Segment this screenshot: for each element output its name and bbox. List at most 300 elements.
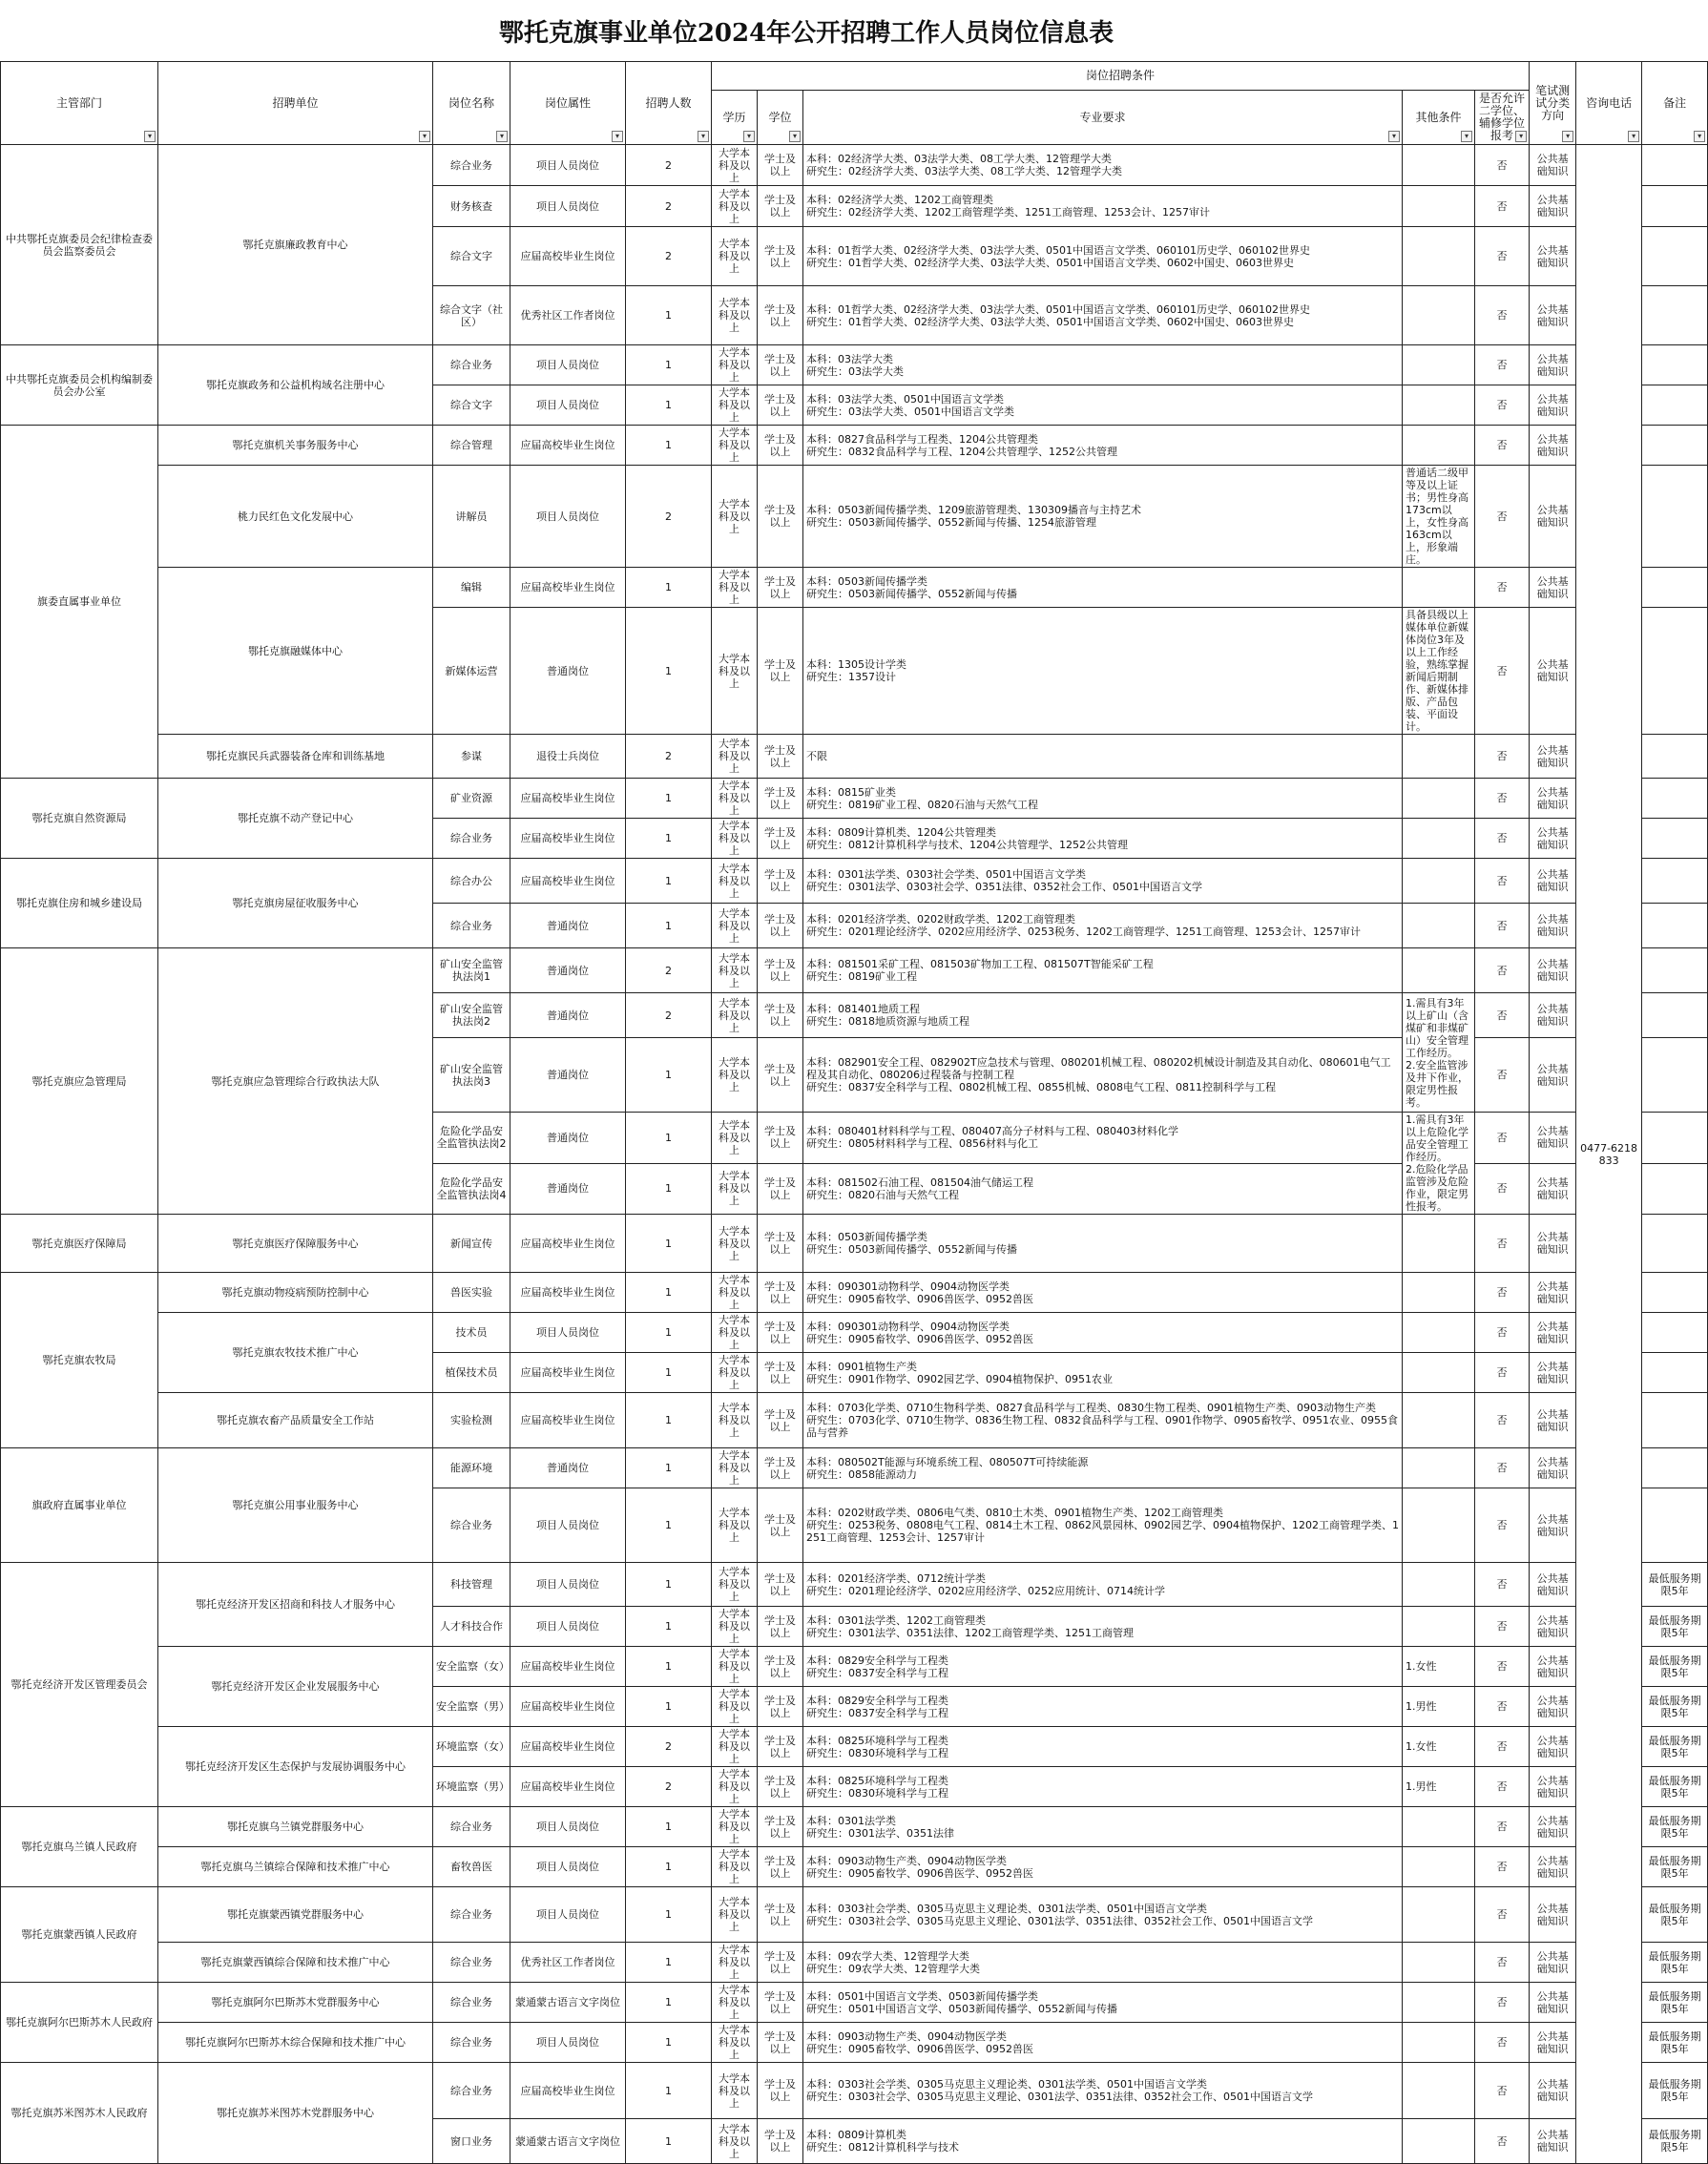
- num-cell: 1: [626, 1847, 712, 1887]
- remark-cell: 最低服务期限5年: [1642, 1943, 1708, 1983]
- exam-cell: 公共基础知识: [1530, 385, 1576, 426]
- deg-cell: 学士及以上: [758, 1393, 803, 1448]
- edu-cell: 大学本科及以上: [712, 1113, 758, 1164]
- edu-cell: 大学本科及以上: [712, 1215, 758, 1273]
- table-row: [1, 1273, 1708, 1313]
- num-cell: 1: [626, 904, 712, 948]
- other-cell: [1403, 286, 1475, 345]
- major-line: 本科：0815矿业类: [806, 785, 896, 799]
- attr-cell: 普通岗位: [510, 1448, 626, 1488]
- deg-cell: 学士及以上: [758, 1273, 803, 1313]
- remark-cell: [1642, 466, 1708, 568]
- exam-cell: 公共基础知识: [1530, 145, 1576, 186]
- post-cell: 能源环境: [433, 1448, 510, 1488]
- major-cell: [803, 227, 1403, 286]
- num-cell: 1: [626, 568, 712, 608]
- deg-cell: 学士及以上: [758, 1647, 803, 1687]
- edu-cell: 大学本科及以上: [712, 1767, 758, 1807]
- major-line: 研究生：02经济学大类、03法学大类、08工学大类、12管理学大类: [806, 165, 1122, 177]
- deg-cell: 学士及以上: [758, 948, 803, 993]
- deg-cell: 学士及以上: [758, 993, 803, 1038]
- attr-cell: 项目人员岗位: [510, 1887, 626, 1943]
- other-cell: [1403, 1943, 1475, 1983]
- attr-cell: 应届高校毕业生岗位: [510, 1687, 626, 1727]
- allow-cell: 否: [1475, 2063, 1530, 2119]
- unit-cell: 鄂托克经济开发区生态保护与发展协调服务中心: [158, 1727, 433, 1807]
- remark-cell: [1642, 948, 1708, 993]
- other-cell: [1403, 1847, 1475, 1887]
- attr-cell: 应届高校毕业生岗位: [510, 426, 626, 466]
- attr-cell: 普通岗位: [510, 993, 626, 1038]
- remark-cell: [1642, 186, 1708, 227]
- major-line: 本科：09农学大类、12管理学大类: [806, 1949, 969, 1963]
- major-cell: [803, 1807, 1403, 1847]
- major-line: 本科：01哲学大类、02经济学大类、03法学大类、0501中国语言文学类、060101历史学、060102世界史: [806, 302, 1310, 316]
- attr-cell: 优秀社区工作者岗位: [510, 286, 626, 345]
- allow-cell: 否: [1475, 286, 1530, 345]
- table-body: [1, 145, 1708, 2164]
- attr-cell: 普通岗位: [510, 1163, 626, 1215]
- filter-dropdown-icon[interactable]: ▾: [743, 131, 755, 142]
- edu-cell: 大学本科及以上: [712, 145, 758, 186]
- edu-cell: 大学本科及以上: [712, 286, 758, 345]
- unit-cell: 鄂托克旗乌兰镇综合保障和技术推广中心: [158, 1847, 433, 1887]
- dept-cell: 鄂托克旗应急管理局: [1, 948, 158, 1215]
- post-cell: 综合业务: [433, 2023, 510, 2063]
- edu-cell: 大学本科及以上: [712, 1727, 758, 1767]
- allow-cell: 否: [1475, 1767, 1530, 1807]
- num-cell: 1: [626, 1313, 712, 1353]
- other-cell: [1403, 1983, 1475, 2023]
- remark-cell: [1642, 1488, 1708, 1563]
- attr-cell: 项目人员岗位: [510, 186, 626, 227]
- remark-cell: [1642, 735, 1708, 779]
- post-cell: 植保技术员: [433, 1353, 510, 1393]
- filter-dropdown-icon[interactable]: ▾: [1628, 131, 1639, 142]
- major-line: 本科：02经济学大类、1202工商管理类: [806, 194, 993, 206]
- major-line: 本科：0503新闻传播学类: [806, 1231, 927, 1243]
- other-cell: [1403, 608, 1475, 735]
- num-cell: 1: [626, 1163, 712, 1215]
- table-row: [1, 1807, 1708, 1847]
- deg-cell: 学士及以上: [758, 2023, 803, 2063]
- post-cell: 人才科技合作: [433, 1607, 510, 1647]
- major-cell: [803, 1353, 1403, 1393]
- major-line: 研究生：0837安全科学与工程: [806, 1706, 948, 1719]
- allow-cell: 否: [1475, 1448, 1530, 1488]
- deg-cell: 学士及以上: [758, 1313, 803, 1353]
- dept-cell: 鄂托克旗自然资源局: [1, 779, 158, 859]
- exam-cell: 公共基础知识: [1530, 1887, 1576, 1943]
- allow-cell: 否: [1475, 904, 1530, 948]
- num-cell: 1: [626, 1215, 712, 1273]
- major-line: 研究生：0812计算机科学与技术: [806, 2141, 959, 2154]
- major-line: 研究生：03法学大类、0501中国语言文学类: [806, 405, 1014, 418]
- num-cell: 2: [626, 1727, 712, 1767]
- allow-cell: 否: [1475, 145, 1530, 186]
- exam-cell: 公共基础知识: [1530, 1163, 1576, 1215]
- remark-cell: 最低服务期限5年: [1642, 1983, 1708, 2023]
- attr-cell: 普通岗位: [510, 904, 626, 948]
- num-cell: 1: [626, 1448, 712, 1488]
- exam-cell: 公共基础知识: [1530, 1807, 1576, 1847]
- major-line: 研究生：0503新闻传播学、0552新闻与传播: [806, 587, 1017, 600]
- edu-cell: 大学本科及以上: [712, 2063, 758, 2119]
- num-cell: 2: [626, 993, 712, 1038]
- edu-cell: 大学本科及以上: [712, 345, 758, 385]
- major-cell: [803, 735, 1403, 779]
- num-cell: 1: [626, 1943, 712, 1983]
- allow-cell: 否: [1475, 1563, 1530, 1607]
- deg-cell: 学士及以上: [758, 1807, 803, 1847]
- remark-cell: [1642, 145, 1708, 186]
- edu-cell: 大学本科及以上: [712, 1563, 758, 1607]
- edu-cell: 大学本科及以上: [712, 2023, 758, 2063]
- filter-dropdown-icon[interactable]: ▾: [612, 131, 623, 142]
- other-line: 1.男性: [1406, 1700, 1437, 1713]
- remark-cell: 最低服务期限5年: [1642, 2119, 1708, 2164]
- major-cell: [803, 1163, 1403, 1215]
- other-cell: [1403, 993, 1475, 1113]
- header-dept: 主管部门 ▾: [1, 62, 158, 145]
- post-cell: 新闻宣传: [433, 1215, 510, 1273]
- attr-cell: 项目人员岗位: [510, 466, 626, 568]
- post-cell: 综合业务: [433, 904, 510, 948]
- filter-dropdown-icon[interactable]: ▾: [1461, 131, 1472, 142]
- table-row: [1, 1943, 1708, 1983]
- deg-cell: 学士及以上: [758, 1767, 803, 1807]
- attr-cell: 应届高校毕业生岗位: [510, 1393, 626, 1448]
- remark-cell: 最低服务期限5年: [1642, 1687, 1708, 1727]
- table-row: [1, 1215, 1708, 1273]
- other-cell: [1403, 948, 1475, 993]
- header-conditions: 岗位招聘条件: [712, 62, 1530, 91]
- exam-cell: 公共基础知识: [1530, 1563, 1576, 1607]
- other-cell: [1403, 904, 1475, 948]
- filter-dropdown-icon[interactable]: ▾: [1562, 131, 1573, 142]
- other-line: 1.需具有3年以上矿山（含煤矿和非煤矿山）安全管理工作经历。: [1406, 996, 1468, 1059]
- remark-cell: [1642, 568, 1708, 608]
- post-cell: 综合文字（社区）: [433, 286, 510, 345]
- exam-cell: 公共基础知识: [1530, 466, 1576, 568]
- allow-cell: 否: [1475, 1038, 1530, 1113]
- deg-cell: 学士及以上: [758, 466, 803, 568]
- attr-cell: 蒙通蒙古语言文字岗位: [510, 2119, 626, 2164]
- table-row: [1, 1983, 1708, 2023]
- filter-dropdown-icon[interactable]: ▾: [1388, 131, 1400, 142]
- major-cell: [803, 426, 1403, 466]
- edu-cell: 大学本科及以上: [712, 608, 758, 735]
- filter-dropdown-icon[interactable]: ▾: [789, 131, 801, 142]
- other-cell: [1403, 345, 1475, 385]
- other-cell: [1403, 1727, 1475, 1767]
- num-cell: 1: [626, 1393, 712, 1448]
- deg-cell: 学士及以上: [758, 426, 803, 466]
- unit-cell: 鄂托克旗阿尔巴斯苏木党群服务中心: [158, 1983, 433, 2023]
- other-cell: [1403, 1647, 1475, 1687]
- post-cell: 综合业务: [433, 1807, 510, 1847]
- header-edu: 学历 ▾: [712, 91, 758, 145]
- post-cell: 危险化学品安全监管执法岗2: [433, 1113, 510, 1164]
- major-line: 本科：0503新闻传播学类、1209旅游管理类、130309播音与主持艺术: [806, 504, 1141, 516]
- exam-cell: 公共基础知识: [1530, 1607, 1576, 1647]
- allow-cell: 否: [1475, 227, 1530, 286]
- major-line: 研究生：0837安全科学与工程、0802机械工程、0855机械、0808电气工程、0811控制科学与工程: [806, 1081, 1276, 1093]
- remark-cell: [1642, 1113, 1708, 1164]
- major-line: 本科：0303社会学类、0305马克思主义理论类、0301法学类、0501中国语言文学类: [806, 1902, 1207, 1915]
- exam-cell: 公共基础知识: [1530, 1448, 1576, 1488]
- major-line: 本科：0303社会学类、0305马克思主义理论类、0301法学类、0501中国语言文学类: [806, 2078, 1207, 2091]
- post-cell: 综合管理: [433, 426, 510, 466]
- major-line: 本科：0202财政学类、0806电气类、0810土木类、0901植物生产类、1202工商管理类: [806, 1507, 1223, 1519]
- dept-cell: 旗政府直属事业单位: [1, 1448, 158, 1563]
- allow-cell: 否: [1475, 1807, 1530, 1847]
- post-cell: 综合业务: [433, 1887, 510, 1943]
- major-line: 研究生：0905畜牧学、0906兽医学、0952兽医: [806, 1866, 1033, 1880]
- attr-cell: 项目人员岗位: [510, 1488, 626, 1563]
- remark-cell: 最低服务期限5年: [1642, 1807, 1708, 1847]
- major-line: 本科：082901安全工程、082902T应急技术与管理、080201机械工程、080202机械设计制造及其自动化、080601电气工程及其自动化、080206过程装备与控制工程: [806, 1056, 1391, 1081]
- post-cell: 实验检测: [433, 1393, 510, 1448]
- major-line: 本科：0301法学类: [806, 1814, 896, 1827]
- major-line: 研究生：0503新闻传播学、0552新闻与传播: [806, 1243, 1017, 1256]
- filter-dropdown-icon[interactable]: ▾: [419, 131, 430, 142]
- header-other: 其他条件 ▾: [1403, 91, 1475, 145]
- remark-cell: [1642, 227, 1708, 286]
- other-line: 2.危险化学品监管涉及危险作业，限定男性报考。: [1406, 1163, 1468, 1213]
- filter-dropdown-icon[interactable]: ▾: [144, 131, 156, 142]
- remark-cell: 最低服务期限5年: [1642, 1767, 1708, 1807]
- other-cell: [1403, 1313, 1475, 1353]
- header-attr: 岗位属性 ▾: [510, 62, 626, 145]
- attr-cell: 蒙通蒙古语言文字岗位: [510, 1983, 626, 2023]
- deg-cell: 学士及以上: [758, 779, 803, 819]
- major-line: 本科：080502T能源与环境系统工程、080507T可持续能源: [806, 1455, 1089, 1468]
- deg-cell: 学士及以上: [758, 385, 803, 426]
- remark-cell: [1642, 1353, 1708, 1393]
- header-major: 专业要求 ▾: [803, 91, 1403, 145]
- major-line: 本科：0829安全科学与工程类: [806, 1654, 948, 1667]
- unit-cell: 鄂托克旗蒙西镇党群服务中心: [158, 1887, 433, 1943]
- edu-cell: 大学本科及以上: [712, 1038, 758, 1113]
- other-line: 具备县级以上媒体单位新媒体岗位3年及以上工作经验，熟练掌握新闻后期制作、新媒体排版、产品包装、平面设计。: [1406, 609, 1468, 733]
- table-row: [1, 1727, 1708, 1767]
- num-cell: 1: [626, 286, 712, 345]
- edu-cell: 大学本科及以上: [712, 1687, 758, 1727]
- allow-cell: 否: [1475, 1215, 1530, 1273]
- table-row: [1, 948, 1708, 993]
- unit-cell: 鄂托克旗公用事业服务中心: [158, 1448, 433, 1563]
- major-cell: [803, 2119, 1403, 2164]
- other-line: 1.女性: [1406, 1740, 1437, 1753]
- header-allow: 是否允许二学位、辅修学位报考 ▾: [1475, 91, 1530, 145]
- num-cell: 1: [626, 1563, 712, 1607]
- edu-cell: 大学本科及以上: [712, 1647, 758, 1687]
- remark-cell: 最低服务期限5年: [1642, 2023, 1708, 2063]
- post-cell: 科技管理: [433, 1563, 510, 1607]
- major-line: 本科：0827食品科学与工程类、1204公共管理类: [806, 432, 1038, 446]
- num-cell: 1: [626, 426, 712, 466]
- major-cell: [803, 904, 1403, 948]
- exam-cell: 公共基础知识: [1530, 2063, 1576, 2119]
- major-line: 研究生：0303社会学、0305马克思主义理论、0301法学、0351法律、0352社会工作、0501中国语言文学: [806, 2091, 1313, 2103]
- dept-cell: 鄂托克旗乌兰镇人民政府: [1, 1807, 158, 1887]
- exam-cell: 公共基础知识: [1530, 1647, 1576, 1687]
- major-cell: [803, 1448, 1403, 1488]
- major-line: 研究生：0501中国语言文学、0503新闻传播学、0552新闻与传播: [806, 2002, 1117, 2015]
- allow-cell: 否: [1475, 779, 1530, 819]
- remark-cell: [1642, 904, 1708, 948]
- dept-cell: 鄂托克旗住房和城乡建设局: [1, 859, 158, 948]
- table-row: [1, 779, 1708, 819]
- post-cell: 参谋: [433, 735, 510, 779]
- major-cell: [803, 2063, 1403, 2119]
- other-cell: [1403, 1113, 1475, 1215]
- major-line: 研究生：0832食品科学与工程、1204公共管理学、1252公共管理: [806, 445, 1117, 458]
- unit-cell: 鄂托克旗民兵武器装备仓库和训练基地: [158, 735, 433, 779]
- major-line: 本科：0829安全科学与工程类: [806, 1694, 948, 1707]
- allow-cell: 否: [1475, 1393, 1530, 1448]
- major-cell: [803, 779, 1403, 819]
- major-cell: [803, 608, 1403, 735]
- dept-cell: 鄂托克经济开发区管理委员会: [1, 1563, 158, 1807]
- attr-cell: 应届高校毕业生岗位: [510, 568, 626, 608]
- exam-cell: 公共基础知识: [1530, 1393, 1576, 1448]
- major-line: 本科：0903动物生产类、0904动物医学类: [806, 2029, 1007, 2043]
- post-cell: 综合业务: [433, 145, 510, 186]
- other-cell: [1403, 227, 1475, 286]
- num-cell: 2: [626, 186, 712, 227]
- edu-cell: 大学本科及以上: [712, 993, 758, 1038]
- remark-cell: [1642, 426, 1708, 466]
- deg-cell: 学士及以上: [758, 2063, 803, 2119]
- recruitment-table: [0, 61, 1708, 2164]
- table-row: [1, 1647, 1708, 1687]
- allow-cell: 否: [1475, 1887, 1530, 1943]
- exam-cell: 公共基础知识: [1530, 904, 1576, 948]
- exam-cell: 公共基础知识: [1530, 948, 1576, 993]
- deg-cell: 学士及以上: [758, 1607, 803, 1647]
- major-line: 本科：0809计算机类: [806, 2129, 906, 2141]
- exam-cell: 公共基础知识: [1530, 1113, 1576, 1164]
- attr-cell: 普通岗位: [510, 1113, 626, 1164]
- major-line: 研究生：0905畜牧学、0906兽医学、0952兽医: [806, 1332, 1033, 1345]
- edu-cell: 大学本科及以上: [712, 904, 758, 948]
- num-cell: 2: [626, 466, 712, 568]
- major-line: 研究生：0830环境科学与工程: [806, 1746, 948, 1759]
- major-line: 研究生：0837安全科学与工程: [806, 1666, 948, 1679]
- attr-cell: 应届高校毕业生岗位: [510, 2063, 626, 2119]
- major-line: 本科：02经济学大类、03法学大类、08工学大类、12管理学大类: [806, 153, 1112, 165]
- exam-cell: 公共基础知识: [1530, 568, 1576, 608]
- attr-cell: 普通岗位: [510, 948, 626, 993]
- post-cell: 环境监察（男）: [433, 1767, 510, 1807]
- major-line: 本科：081501采矿工程、081503矿物加工工程、081507T智能采矿工程: [806, 958, 1154, 970]
- table-row: [1, 1448, 1708, 1488]
- allow-cell: 否: [1475, 426, 1530, 466]
- table-row: [1, 568, 1708, 608]
- edu-cell: 大学本科及以上: [712, 779, 758, 819]
- remark-cell: [1642, 1163, 1708, 1215]
- attr-cell: 项目人员岗位: [510, 385, 626, 426]
- major-cell: [803, 859, 1403, 904]
- other-cell: [1403, 466, 1475, 568]
- major-line: 研究生：0703化学、0710生物学、0836生物工程、0832食品科学与工程、0901作物学、0905畜牧学、0951农业、0955食品与营养: [806, 1414, 1398, 1439]
- filter-dropdown-icon[interactable]: ▾: [1515, 131, 1527, 142]
- major-cell: [803, 1943, 1403, 1983]
- allow-cell: 否: [1475, 1727, 1530, 1767]
- exam-cell: 公共基础知识: [1530, 1488, 1576, 1563]
- remark-cell: [1642, 819, 1708, 859]
- exam-cell: 公共基础知识: [1530, 819, 1576, 859]
- filter-dropdown-icon[interactable]: ▾: [698, 131, 709, 142]
- deg-cell: 学士及以上: [758, 735, 803, 779]
- major-cell: [803, 1687, 1403, 1727]
- header-deg: 学位 ▾: [758, 91, 803, 145]
- post-cell: 技术员: [433, 1313, 510, 1353]
- major-cell: [803, 1607, 1403, 1647]
- allow-cell: 否: [1475, 2119, 1530, 2164]
- header-phone: 咨询电话 ▾: [1576, 62, 1642, 145]
- exam-cell: 公共基础知识: [1530, 1215, 1576, 1273]
- major-cell: [803, 819, 1403, 859]
- table-row: [1, 735, 1708, 779]
- edu-cell: 大学本科及以上: [712, 948, 758, 993]
- major-cell: [803, 1727, 1403, 1767]
- major-line: 本科：0501中国语言文学类、0503新闻传播学类: [806, 1989, 1038, 2003]
- edu-cell: 大学本科及以上: [712, 186, 758, 227]
- remark-cell: [1642, 1273, 1708, 1313]
- allow-cell: 否: [1475, 466, 1530, 568]
- major-cell: [803, 1215, 1403, 1273]
- major-line: 研究生：02经济学大类、1202工商管理学类、1251工商管理、1253会计、1257审计: [806, 206, 1210, 218]
- table-row: [1, 145, 1708, 186]
- num-cell: 1: [626, 1113, 712, 1164]
- major-cell: [803, 1983, 1403, 2023]
- major-cell: [803, 1887, 1403, 1943]
- exam-cell: 公共基础知识: [1530, 186, 1576, 227]
- major-line: 研究生：0201理论经济学、0202应用经济学、0253税务、1202工商管理学、1251工商管理、1253会计、1257审计: [806, 926, 1361, 938]
- major-line: 研究生：03法学大类: [806, 364, 904, 378]
- allow-cell: 否: [1475, 1847, 1530, 1887]
- post-cell: 综合业务: [433, 1488, 510, 1563]
- unit-cell: 鄂托克旗应急管理综合行政执法大队: [158, 948, 433, 1215]
- major-line: 本科：081502石油工程、081504油气储运工程: [806, 1176, 1033, 1189]
- unit-cell: 鄂托克旗不动产登记中心: [158, 779, 433, 859]
- other-cell: [1403, 735, 1475, 779]
- remark-cell: [1642, 779, 1708, 819]
- num-cell: 2: [626, 145, 712, 186]
- edu-cell: 大学本科及以上: [712, 1807, 758, 1847]
- other-cell: [1403, 426, 1475, 466]
- exam-cell: 公共基础知识: [1530, 779, 1576, 819]
- table-row: [1, 1563, 1708, 1607]
- major-line: 本科：090301动物科学、0904动物医学类: [806, 1280, 1010, 1293]
- other-cell: [1403, 1448, 1475, 1488]
- major-line: 研究生：01哲学大类、02经济学大类、03法学大类、0501中国语言文学类、0602中国史、0603世界史: [806, 256, 1294, 269]
- exam-cell: 公共基础知识: [1530, 286, 1576, 345]
- sheet-title: 鄂托克旗事业单位2024年公开招聘工作人员岗位信息表: [0, 0, 1613, 62]
- major-line: 本科：0201经济学类、0202财政学类、1202工商管理类: [806, 913, 1075, 926]
- attr-cell: 应届高校毕业生岗位: [510, 819, 626, 859]
- deg-cell: 学士及以上: [758, 1448, 803, 1488]
- filter-dropdown-icon[interactable]: ▾: [1694, 131, 1705, 142]
- remark-cell: 最低服务期限5年: [1642, 1607, 1708, 1647]
- allow-cell: 否: [1475, 1647, 1530, 1687]
- filter-dropdown-icon[interactable]: ▾: [496, 131, 508, 142]
- major-line: 本科：03法学大类: [806, 352, 893, 365]
- major-cell: [803, 993, 1403, 1038]
